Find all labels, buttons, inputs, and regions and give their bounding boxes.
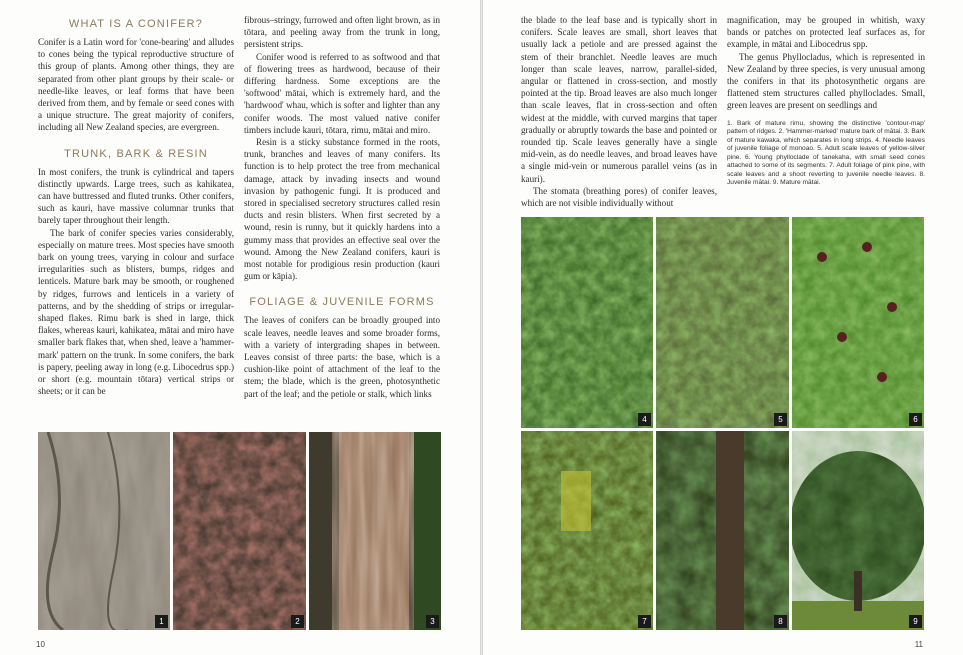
heading-trunk-bark-resin: TRUNK, BARK & RESIN [64,147,208,160]
photo-pink-pine [521,431,653,630]
photo-mature-matai [792,431,924,630]
paragraph: The bark of conifer species varies considerably, especially on mature trees. Most species have smooth bark on young trees, varying in colour and surface irregularities such as blisters, bumps, ridges and lenticels. Mature bark may be smooth, or roughened by ridges, furrows and lenticels in a variety of patterns, and by the shedding of strips or irregular-shaped flakes. Rimu bark is shed in large, thick flakes, whereas kauri, kahikatea, mātai and miro have smaller bark flakes that, when shed, leave a 'hammer-mark' pattern on the trunk. In some conifers, the bark is papery, peeling away in long (e.g. Libocedrus spp.) or short (e.g. mountain tōtara) vertical strips or sheets; or it can be [38,227,234,397]
paragraph: fibrous–stringy, furrowed and often light brown, as in tōtara, and peeling away from the trunk in long, persistent strips. [244,15,440,50]
paragraph: In most conifers, the trunk is cylindrical and tapers distinctly upwards. Large trees, such as kahikatea, can have buttressed and fluted trunks. Other conifers, such as kauri, have massive columnar trunks that barely taper throughout their length. [38,166,234,226]
photo-number: 2 [291,615,304,628]
photo-captions: 1. Bark of mature rimu, showing the distinctive 'contour-map' pattern of ridges. 2. 'Hammer-marked' mature bark of mātai. 3. Bark of mature kawaka, which separates in long strips. 4. Needle leaves of juvenile foliage of monoao. 5. Adult scale leaves of yellow-silver pine. 6. Young phylloclade of tanekaha, with small seed cones attached to some of its segments. 7. Adult foliage of pink pine, with scale leaves and a shoot reverting to juvenile needle leaves. 8. Juvenile mātai. 9. Mature mātai. [727,119,925,187]
left-page [0,0,480,655]
photo-tanekaha-phylloclade [792,217,924,428]
photo-number: 5 [774,413,787,426]
left-column-2 [244,14,440,400]
right-column-2 [727,14,925,188]
heading-foliage-juvenile-forms: FOLIAGE & JUVENILE FORMS [249,296,435,309]
page-number: 11 [914,640,923,649]
paragraph: magnification, may be grouped in whitish, waxy bands or patches on protected leaf surfaces as, for example, in mātai and Libocedrus spp. [727,15,925,50]
heading-what-is-a-conifer: WHAT IS A CONIFER? [68,18,204,30]
right-page [483,0,963,655]
photo-number: 1 [155,615,168,628]
paragraph: Resin is a sticky substance formed in the roots, trunk, branches and leaves of many conifers. Its function is to help protect the tree from mechanical damage, attack by invading insects and wound invasion by pathogenic fungi. It is produced and stored in specialised secretory structures called resin ducts and resin blisters. When first secreted by a wound, resin is runny, but it quickly hardens into a gummy mass that provides an effective seal over the wound. Among the New Zealand conifers, kauri is most notable for prodigious resin production (kauri gum or kāpia). [244,137,440,282]
photo-number: 7 [638,615,651,628]
paragraph: The stomata (breathing pores) of conifer leaves, which are not visible individually without [521,185,717,209]
photo-number: 9 [909,615,922,628]
paragraph: The genus Phyllocladus, which is represented in New Zealand by three species, is very unusual among the conifers in that its photosynthetic organs are flattened stem structures called phylloclades. Small, green leaves are present on seedlings and [727,51,925,111]
photo-kawaka-bark [309,432,441,630]
photo-matai-bark [173,432,306,630]
photo-number: 4 [638,413,651,426]
paragraph: The leaves of conifers can be broadly grouped into scale leaves, needle leaves and some broader forms, with a variety of intergrading shapes in between. Leaves consist of three parts: the base, which is a cushion-like point of attachment of the leaf to the stem; the blade, which is the green, photosynthetic part of the leaf; and the petiole or stalk, which links [244,315,440,399]
paragraph: Conifer is a Latin word for 'cone-bearing' and alludes to cones being the typical reproductive structure of this group of plants. Among other things, they are separated from other plant groups by their scale- or needle-like leaves, or leaf forms that have been derived from them, and by female or seed cones with a unique structure. The great majority of conifers, including all New Zealand species, are evergreen. [38,37,234,133]
photo-number: 8 [774,615,787,628]
photo-juvenile-matai [656,431,789,630]
right-column-1 [521,14,717,209]
photo-number: 3 [426,615,439,628]
photo-monoao-needles [521,217,653,428]
paragraph: Conifer wood is referred to as softwood and that of flowering trees as hardwood, because of their differing hardness. Some exceptions are the 'softwood' mātai, which is extremely hard, and the 'hardwood' whau, which is softer and lighter than any conifer woods. The most valued native conifer timbers include kauri, tōtara, rimu, mātai and miro. [244,51,440,135]
page-number: 10 [36,640,45,649]
photo-rimu-bark [38,432,170,630]
photo-yellow-silver-pine [656,217,789,428]
paragraph: the blade to the leaf base and is typically short in conifers. Scale leaves are small, short leaves that usually lack a petiole and are pressed against the stem of their branchlet. Needle leaves are much longer than scale leaves, narrow, parallel-sided, angular or flattened in cross-section, and mostly pointed at the tip. Broad leaves are also much longer than scale leaves, flat in cross-section and often widest at the middle, with curved margins that taper gradually or abruptly towards the base and pointed or rounded tip. Scale leaves generally have a single mid-vein, as do needle leaves, and broad leaves have a single mid-vein or numerous parallel veins (as in kauri). [521,15,717,184]
left-column-1 [38,14,234,397]
photo-number: 6 [909,413,922,426]
